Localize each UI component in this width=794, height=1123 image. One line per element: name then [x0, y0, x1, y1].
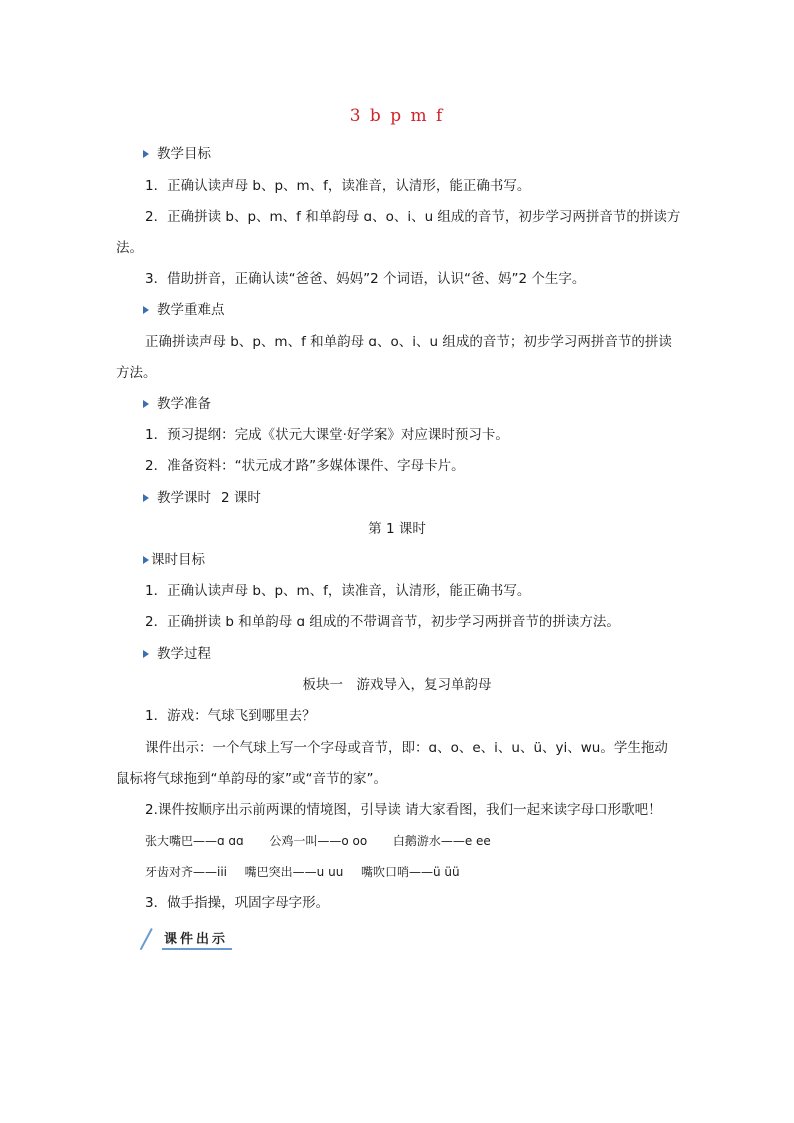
rhyme-row-2 — [145, 862, 460, 882]
lesson-goal-1: 1．正确认读声母 b、p、m、f，读准音，认清形，能正确书写。 — [145, 583, 531, 599]
heading-preparation: 教学准备 — [143, 394, 211, 414]
rhyme-v: 嘴吹口哨——ü üü — [360, 865, 460, 879]
heading-class-hours: 教学课时 2 课时 — [143, 488, 261, 508]
triangle-bullet-icon — [143, 556, 149, 564]
step-3: 3．做手指操，巩固字母字形。 — [145, 895, 330, 911]
triangle-bullet-icon — [143, 650, 149, 658]
lesson-1-title: 第 1 课时 — [368, 521, 426, 537]
heading-teaching-goals: 教学目标 — [143, 144, 211, 164]
block-1-title: 板块一 游戏导入，复习单韵母 — [302, 677, 492, 693]
triangle-bullet-icon — [143, 150, 149, 158]
lesson-title: 3 b p m f — [349, 106, 445, 126]
prep-2: 2．准备资料：“状元成才路”多媒体课件、字母卡片。 — [145, 458, 465, 474]
rhyme-e: 白鹅游水——e ee — [392, 834, 491, 848]
class-hours-value: 2 课时 — [221, 490, 261, 506]
lesson-goal-2: 2．正确拼读 b 和单韵母 ɑ 组成的不带调音节，初步学习两拼音节的拼读方法。 — [145, 614, 620, 630]
heading-lesson-goals: 课时目标 — [143, 550, 205, 570]
key-points-line-1: 正确拼读声母 b、p、m、f 和单韵母 ɑ、o、i、u 组成的音节；初步学习两拼音节的拼读 — [145, 334, 672, 350]
triangle-bullet-icon — [143, 306, 149, 314]
heading-key-points: 教学重难点 — [143, 300, 225, 320]
step-1-desc-line-1: 课件出示：一个气球上写一个字母或音节，即：ɑ、o、e、i、u、ü、yi、wu。学生拖动 — [145, 740, 668, 756]
goal-2-line-2: 法。 — [116, 240, 143, 256]
goal-1: 1．正确认读声母 b、p、m、f，读准音，认清形，能正确书写。 — [145, 178, 531, 194]
goal-3: 3．借助拼音，正确认读“爸爸、妈妈”2 个词语，认识“爸、妈”2 个生字。 — [145, 271, 586, 287]
triangle-bullet-icon — [143, 494, 149, 502]
rhyme-row-1 — [145, 831, 491, 851]
step-1: 1．游戏：气球飞到哪里去？ — [145, 708, 316, 724]
triangle-bullet-icon — [143, 400, 149, 408]
courseware-label: 课件出示 — [146, 928, 232, 950]
key-points-line-2: 方法。 — [116, 365, 157, 381]
rhyme-o: 公鸡一叫——o oo — [269, 834, 368, 848]
step-1-desc-line-2: 鼠标将气球拖到“单韵母的家”或“音节的家”。 — [116, 771, 387, 787]
rhyme-a: 张大嘴巴——ɑ ɑɑ — [145, 834, 244, 848]
slash-decoration-icon — [146, 928, 160, 950]
heading-teaching-process: 教学过程 — [143, 644, 211, 664]
rhyme-u: 嘴巴突出——u uu — [244, 865, 344, 879]
goal-2-line-1: 2．正确拼读 b、p、m、f 和单韵母 ɑ、o、i、u 组成的音节，初步学习两拼音节的拼读方 — [145, 209, 681, 225]
prep-1: 1．预习提纲：完成《状元大课堂·好学案》对应课时预习卡。 — [145, 427, 509, 443]
step-2: 2.课件按顺序出示前两课的情境图，引导读 请大家看图，我们一起来读字母口形歌吧！ — [145, 802, 662, 818]
rhyme-i: 牙齿对齐——iii — [145, 865, 228, 879]
